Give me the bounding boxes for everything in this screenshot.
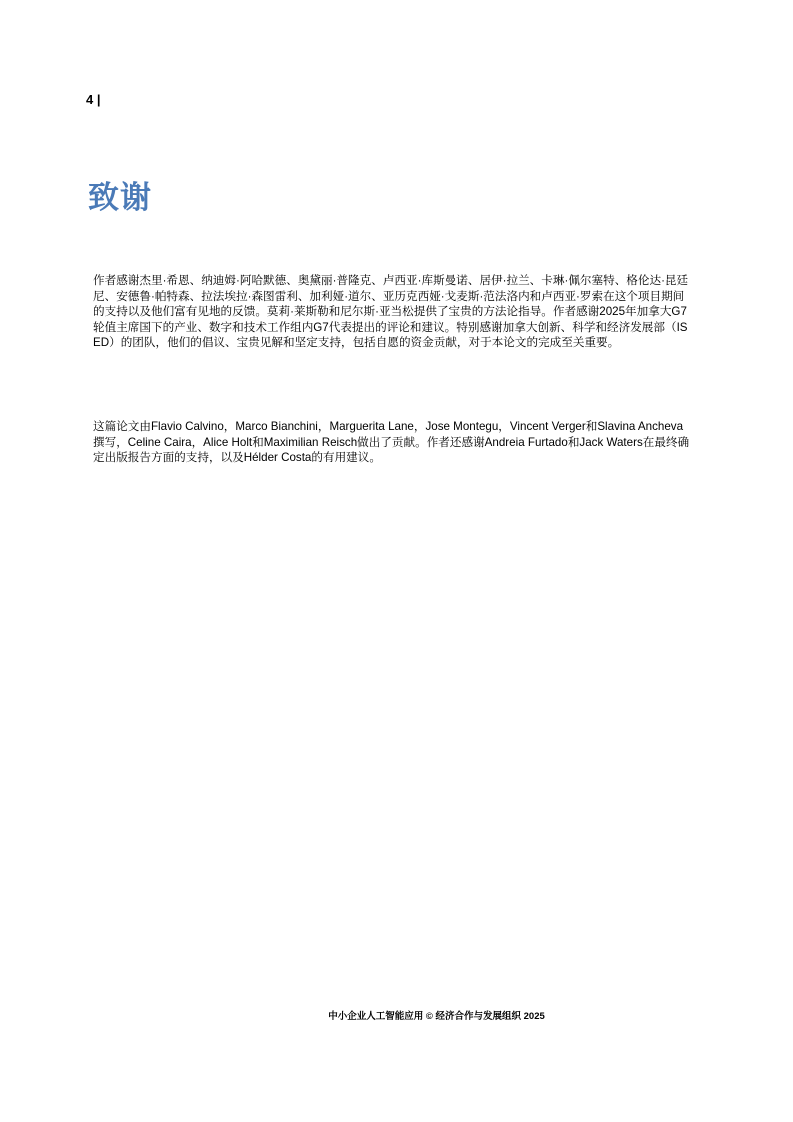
acknowledgements-paragraph: [93, 273, 713, 351]
text-line: 轮值主席国下的产业、数字和技术工作组内G7代表提出的评论和建议。特别感谢加拿大创新、科学和经济发展部（IS: [93, 320, 688, 334]
page-number: 4 |: [86, 92, 101, 107]
text-line: 定出版报告方面的支持，以及Hélder Costa的有用建议。: [93, 451, 381, 465]
page-title: 致谢: [88, 180, 152, 215]
text-line: 的支持以及他们富有见地的反馈。莫莉·莱斯勒和尼尔斯·亚当松提供了宝贵的方法论指导。作者感谢2025年加拿大G7: [93, 305, 687, 319]
page-footer: 中小企业人工智能应用 © 经济合作与发展组织 2025: [328, 1011, 545, 1022]
text-line: 作者感谢杰里·希恩、纳迪姆·阿哈默德、奥黛丽·普隆克、卢西亚·库斯曼诺、居伊·拉兰、卡琳·佩尔塞特、格伦达·昆廷: [93, 274, 689, 287]
text-line: 撰写，Celine Caira，Alice Holt和Maximilian Reisch做出了贡献。作者还感谢Andreia Furtado和Jack Waters在最终确: [93, 435, 690, 449]
text-line: 尼、安德鲁·帕特森、拉法埃拉·森图雷利、加利娅·道尔、亚历克西娅·戈麦斯·范法洛内和卢西亚·罗索在这个项目期间: [93, 289, 685, 303]
text-line: ED）的团队，他们的倡议、宝贵见解和坚定支持，包括自愿的资金贡献，对于本论文的完成至关重要。: [93, 336, 620, 350]
authors-paragraph: [93, 419, 713, 466]
text-line: 这篇论文由Flavio Calvino，Marco Bianchini，Marguerita Lane，Jose Montegu，Vincent Verger和Slavina Ancheva: [93, 420, 684, 433]
